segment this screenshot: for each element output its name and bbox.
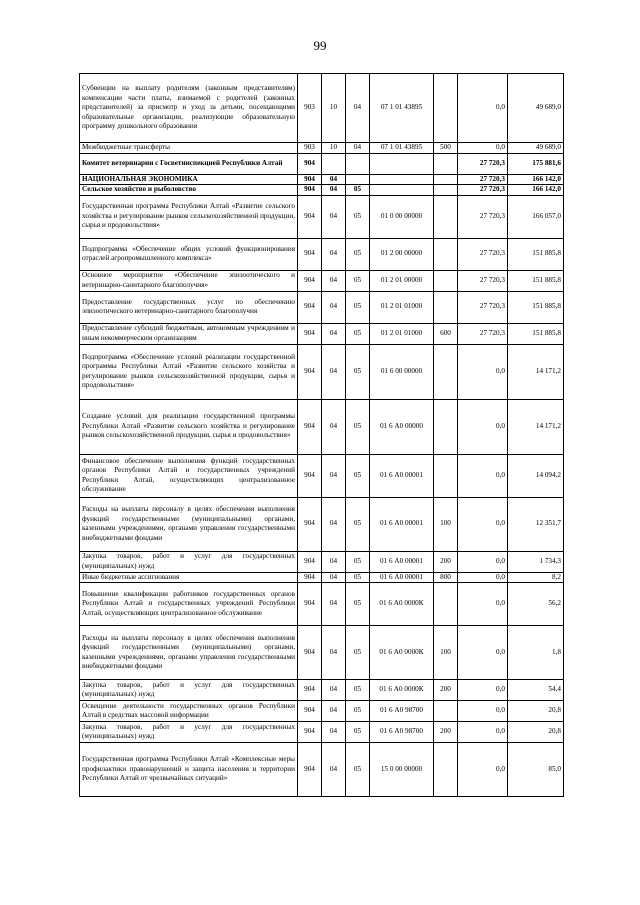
row-target-article [370,185,434,196]
row-glava: 904 [298,626,322,680]
row-name: НАЦИОНАЛЬНАЯ ЭКОНОМИКА [80,174,298,185]
row-razdel: 10 [322,143,346,154]
table-row [80,174,564,185]
row-sum-second: 151 885,8 [508,270,564,291]
row-podrazdel: 04 [346,143,370,154]
row-podrazdel: 05 [346,722,370,743]
row-target-article: 01 6 А0 0000К [370,583,434,626]
row-razdel: 04 [322,680,346,701]
row-podrazdel [346,153,370,174]
row-glava: 904 [298,497,322,551]
row-sum-first: 0,0 [458,701,508,722]
row-expense-type [434,344,458,399]
row-glava: 904 [298,701,322,722]
table-row [80,74,564,143]
row-target-article: 01 6 А0 00000 [370,399,434,454]
row-name: Подпрограмма «Обеспечение общих условий функционирования отраслей агропромышленного комплекса» [80,238,298,270]
table-row [80,185,564,196]
row-sum-second: 175 881,6 [508,153,564,174]
row-target-article: 15 0 00 00000 [370,743,434,797]
table-row [80,583,564,626]
row-podrazdel: 05 [346,497,370,551]
table-row [80,454,564,497]
row-expense-type: 200 [434,680,458,701]
row-glava: 904 [298,291,322,323]
row-razdel: 04 [322,583,346,626]
row-name: Сельское хозяйство и рыболовство [80,185,298,196]
row-name: Иные бюджетные ассигнования [80,572,298,583]
row-sum-second: 54,4 [508,680,564,701]
row-expense-type [434,743,458,797]
row-razdel: 04 [322,238,346,270]
row-glava: 904 [298,185,322,196]
row-sum-first: 0,0 [458,626,508,680]
row-sum-second: 166 142,0 [508,185,564,196]
row-podrazdel: 04 [346,74,370,143]
row-expense-type [434,701,458,722]
table-row [80,291,564,323]
row-expense-type: 600 [434,323,458,344]
row-glava: 904 [298,399,322,454]
row-razdel: 04 [322,722,346,743]
row-sum-second: 8,2 [508,572,564,583]
row-expense-type [434,454,458,497]
row-podrazdel: 05 [346,551,370,572]
row-name: Предоставление субсидий бюджетным, автономным учреждениям и иным некоммерческим организациям [80,323,298,344]
row-razdel: 04 [322,497,346,551]
table-row [80,722,564,743]
row-expense-type [434,195,458,238]
row-name: Расходы на выплаты персоналу в целях обеспечения выполнения функций государственными (муниципальными) органами, казенными учреждениями, органами управления государственными внебюджетными фондами [80,626,298,680]
table-row [80,680,564,701]
row-sum-first: 0,0 [458,722,508,743]
table-row [80,626,564,680]
table-row [80,572,564,583]
row-sum-first: 0,0 [458,454,508,497]
row-name: Освещение деятельности государственных органов Республики Алтай в средствах массовой информации [80,701,298,722]
row-razdel: 10 [322,74,346,143]
row-name: Закупка товаров, работ и услуг для государственных (муниципальных) нужд [80,722,298,743]
row-glava: 904 [298,551,322,572]
table-row [80,743,564,797]
row-name: Межбюджетные трансферты [80,143,298,154]
row-sum-first: 0,0 [458,551,508,572]
row-glava: 904 [298,270,322,291]
row-target-article: 01 6 А0 00001 [370,454,434,497]
row-razdel: 04 [322,344,346,399]
row-target-article: 07 1 01 43895 [370,74,434,143]
row-expense-type: 100 [434,626,458,680]
row-target-article [370,174,434,185]
row-podrazdel: 05 [346,323,370,344]
row-glava: 904 [298,572,322,583]
table-row [80,551,564,572]
row-sum-first: 27 720,3 [458,323,508,344]
row-target-article: 07 1 01 43895 [370,143,434,154]
row-target-article: 01 2 01 01000 [370,323,434,344]
row-sum-first: 0,0 [458,143,508,154]
row-podrazdel: 05 [346,270,370,291]
row-razdel: 04 [322,572,346,583]
table-row [80,497,564,551]
row-podrazdel: 05 [346,626,370,680]
row-podrazdel [346,174,370,185]
row-razdel: 04 [322,270,346,291]
row-podrazdel: 05 [346,344,370,399]
row-razdel: 04 [322,399,346,454]
row-sum-second: 166 142,0 [508,174,564,185]
row-target-article: 01 0 00 00000 [370,195,434,238]
row-sum-second: 85,0 [508,743,564,797]
row-podrazdel: 05 [346,185,370,196]
row-sum-first: 27 720,3 [458,185,508,196]
row-expense-type [434,185,458,196]
row-expense-type [434,583,458,626]
row-razdel [322,153,346,174]
row-name: Закупка товаров, работ и услуг для государственных (муниципальных) нужд [80,680,298,701]
row-razdel: 04 [322,701,346,722]
row-sum-second: 49 689,0 [508,74,564,143]
row-sum-first: 27 720,3 [458,238,508,270]
row-expense-type: 800 [434,572,458,583]
row-target-article: 01 6 00 00000 [370,344,434,399]
row-sum-first: 0,0 [458,572,508,583]
row-glava: 903 [298,143,322,154]
row-name: Предоставление государственных услуг по обеспечению эпизоотического ветеринарно-санитарного благополучия [80,291,298,323]
row-sum-first: 0,0 [458,74,508,143]
row-target-article: 01 6 А0 98700 [370,701,434,722]
table-row [80,701,564,722]
row-name: Закупка товаров, работ и услуг для государственных (муниципальных) нужд [80,551,298,572]
row-podrazdel: 05 [346,291,370,323]
row-name: Создание условий для реализации государственной программы Республики Алтай «Развитие сельского хозяйства и регулирование рынков сельскохозяйственной продукции, сырья и продовольствия» [80,399,298,454]
row-sum-first: 0,0 [458,399,508,454]
row-sum-second: 14 171,2 [508,344,564,399]
row-target-article: 01 6 А0 00001 [370,551,434,572]
table-row [80,323,564,344]
row-glava: 904 [298,583,322,626]
row-glava: 904 [298,174,322,185]
row-podrazdel: 05 [346,701,370,722]
row-sum-first: 27 720,3 [458,153,508,174]
row-sum-second: 12 351,7 [508,497,564,551]
row-razdel: 04 [322,743,346,797]
row-sum-first: 27 720,3 [458,291,508,323]
row-expense-type: 200 [434,551,458,572]
row-sum-second: 14 171,2 [508,399,564,454]
row-target-article: 01 6 А0 0000К [370,626,434,680]
row-podrazdel: 05 [346,583,370,626]
row-glava: 903 [298,74,322,143]
row-target-article: 01 2 01 01000 [370,291,434,323]
row-expense-type [434,238,458,270]
row-sum-first: 27 720,3 [458,174,508,185]
row-sum-second: 56,2 [508,583,564,626]
row-name: Подпрограмма «Обеспечение условий реализации государственной программы Республики Алтай «Развитие сельского хозяйства и регулирование рынков сельскохозяйственной продукции, сырья и продовольствия» [80,344,298,399]
row-sum-second: 151 885,8 [508,323,564,344]
row-glava: 904 [298,680,322,701]
table-row [80,238,564,270]
row-sum-first: 27 720,3 [458,195,508,238]
row-glava: 904 [298,323,322,344]
row-target-article [370,153,434,174]
row-expense-type: 100 [434,497,458,551]
row-podrazdel: 05 [346,454,370,497]
row-expense-type [434,74,458,143]
row-razdel: 04 [322,454,346,497]
row-razdel: 04 [322,626,346,680]
row-glava: 904 [298,743,322,797]
row-sum-first: 0,0 [458,497,508,551]
row-podrazdel: 05 [346,195,370,238]
page-number: 99 [313,38,327,53]
row-expense-type [434,153,458,174]
row-name: Повышение квалификации работников государственных органов Республики Алтай и государственных учреждений Республики Алтай, осуществляющих централизованное обслуживание [80,583,298,626]
row-sum-first: 0,0 [458,743,508,797]
table-row [80,270,564,291]
row-target-article: 01 6 А0 0000К [370,680,434,701]
row-sum-second: 14 094,2 [508,454,564,497]
row-razdel: 04 [322,551,346,572]
row-sum-second: 1 734,3 [508,551,564,572]
budget-table [79,73,564,797]
row-sum-second: 20,8 [508,701,564,722]
row-glava: 904 [298,344,322,399]
table-row [80,195,564,238]
row-podrazdel: 05 [346,743,370,797]
row-sum-first: 0,0 [458,344,508,399]
row-razdel: 04 [322,291,346,323]
row-target-article: 01 6 А0 00001 [370,572,434,583]
row-podrazdel: 05 [346,680,370,701]
row-sum-second: 166 057,0 [508,195,564,238]
row-glava: 904 [298,722,322,743]
row-expense-type: 200 [434,722,458,743]
row-name: Финансовое обеспечение выполнения функций государственных органов Республики Алтай и государственных учреждений Республики Алтай, осуществляющих централизованное обслуживание [80,454,298,497]
row-sum-first: 0,0 [458,583,508,626]
table-row [80,399,564,454]
row-podrazdel: 05 [346,399,370,454]
row-razdel: 04 [322,185,346,196]
row-target-article: 01 6 А0 98700 [370,722,434,743]
row-expense-type [434,270,458,291]
row-razdel: 04 [322,174,346,185]
row-sum-second: 151 885,8 [508,291,564,323]
table-row [80,143,564,154]
row-sum-second: 1,8 [508,626,564,680]
row-name: Государственная программа Республики Алтай «Комплексные меры профилактики правонарушений и защита населения и территории Республики Алтай от чрезвычайных ситуаций» [80,743,298,797]
row-glava: 904 [298,454,322,497]
row-podrazdel: 05 [346,238,370,270]
row-name: Основное мероприятие «Обеспечение эпизоотического и ветеринарно-санитарного благополучия» [80,270,298,291]
row-sum-first: 27 720,3 [458,270,508,291]
row-razdel: 04 [322,323,346,344]
row-expense-type [434,399,458,454]
row-name: Субвенции на выплату родителям (законным представителям) компенсации части платы, взимаемой с родителей (законных представителей) за присмотр и уход за детьми, посещающими образовательные организации, реализующие образовательную программу дошкольного образования [80,74,298,143]
row-expense-type [434,174,458,185]
row-expense-type [434,291,458,323]
row-sum-second: 151 885,8 [508,238,564,270]
table-row [80,153,564,174]
row-podrazdel: 05 [346,572,370,583]
row-razdel: 04 [322,195,346,238]
row-glava: 904 [298,153,322,174]
row-name: Комитет ветеринарии с Госветинспекцией Республики Алтай [80,153,298,174]
row-sum-first: 0,0 [458,680,508,701]
row-sum-second: 20,8 [508,722,564,743]
row-target-article: 01 2 01 00000 [370,270,434,291]
row-name: Государственная программа Республики Алтай «Развитие сельского хозяйства и регулирование рынков сельскохозяйственной продукции, сырья и продовольствия» [80,195,298,238]
row-glava: 904 [298,195,322,238]
row-glava: 904 [298,238,322,270]
row-name: Расходы на выплаты персоналу в целях обеспечения выполнения функций государственными (муниципальными) органами, казенными учреждениями, органами управления государственными внебюджетными фондами [80,497,298,551]
row-sum-second: 49 689,0 [508,143,564,154]
row-target-article: 01 6 А0 00001 [370,497,434,551]
row-target-article: 01 2 00 00000 [370,238,434,270]
row-expense-type: 500 [434,143,458,154]
table-row [80,344,564,399]
